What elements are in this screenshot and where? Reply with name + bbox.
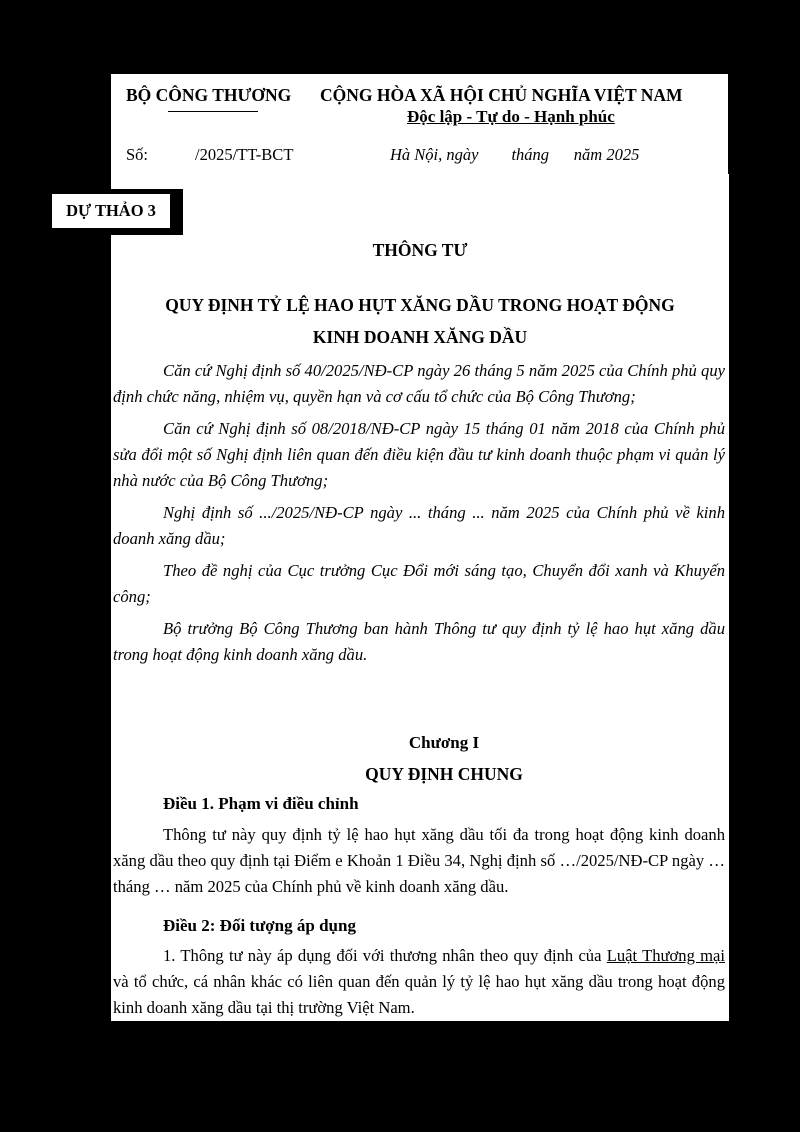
draft-label: DỰ THẢO 3 (51, 193, 171, 229)
ministry-underline (168, 111, 258, 112)
chapter-title: QUY ĐỊNH CHUNG (365, 764, 523, 784)
article-2-body (113, 943, 725, 1021)
law-link[interactable]: Luật Thương mại (606, 946, 725, 965)
preamble-paragraph: Căn cứ Nghị định số 08/2018/NĐ-CP ngày 15 tháng 01 năm 2018 của Chính phủ sửa đổi một số Nghị định liên quan đến điều kiện đầu tư kinh doanh thuộc phạm vi quản lý nhà nước của Bộ Công Thương; (113, 419, 725, 490)
article-1-text: Thông tư này quy định tỷ lệ hao hụt xăng dầu tối đa trong hoạt động kinh doanh xăng dầu theo quy định tại Điểm e Khoản 1 Điều 34, Nghị định số …/2025/NĐ-CP ngày … tháng … năm 2025 của Chính phủ về kinh doanh xăng dầu. (113, 825, 725, 896)
article-1-body (113, 822, 725, 900)
article-1-title: Điều 1. Phạm vi điều chỉnh (163, 794, 359, 813)
preamble-paragraph: Bộ trưởng Bộ Công Thương ban hành Thông tư quy định tỷ lệ hao hụt xăng dầu trong hoạt động kinh doanh xăng dầu. (113, 619, 725, 664)
place-date: Hà Nội, ngày tháng năm 2025 (390, 145, 640, 164)
document-title-line1: QUY ĐỊNH TỶ LỆ HAO HỤT XĂNG DẦU TRONG HOẠT ĐỘNG (165, 295, 675, 315)
document-number: /2025/TT-BCT (195, 145, 294, 164)
document-type: THÔNG TƯ (372, 240, 468, 260)
page-mask (728, 74, 800, 174)
article-2-text-end: và tổ chức, cá nhân khác có liên quan đến quản lý tỷ lệ hao hụt xăng dầu trong hoạt động kinh doanh xăng dầu tại thị trường Việt Nam. (113, 972, 725, 1017)
draft-box (45, 189, 183, 235)
preamble-paragraph: Theo đề nghị của Cục trưởng Cục Đổi mới sáng tạo, Chuyển đổi xanh và Khuyến công; (113, 561, 725, 606)
document-title-line2: KINH DOANH XĂNG DẦU (312, 327, 528, 347)
chapter-number: Chương I (408, 733, 480, 752)
preamble-paragraph: Căn cứ Nghị định số 40/2025/NĐ-CP ngày 26 tháng 5 năm 2025 của Chính phủ quy định chức năng, nhiệm vụ, quyền hạn và cơ cấu tổ chức của Bộ Công Thương; (113, 361, 725, 406)
ministry-name: BỘ CÔNG THƯƠNG (126, 85, 292, 105)
article-2-text-start: 1. Thông tư này áp dụng đối với thương nhân theo quy định của (163, 946, 607, 965)
preamble-paragraph: Nghị định số .../2025/NĐ-CP ngày ... tháng ... năm 2025 của Chính phủ về kinh doanh xăng dầu; (113, 503, 725, 548)
nation-name: CỘNG HÒA XÃ HỘI CHỦ NGHĨA VIỆT NAM (320, 85, 683, 105)
number-label: Số: (126, 145, 149, 164)
article-2-title: Điều 2: Đối tượng áp dụng (163, 916, 356, 935)
motto: Độc lập - Tự do - Hạnh phúc (407, 107, 615, 126)
preamble (113, 358, 725, 668)
